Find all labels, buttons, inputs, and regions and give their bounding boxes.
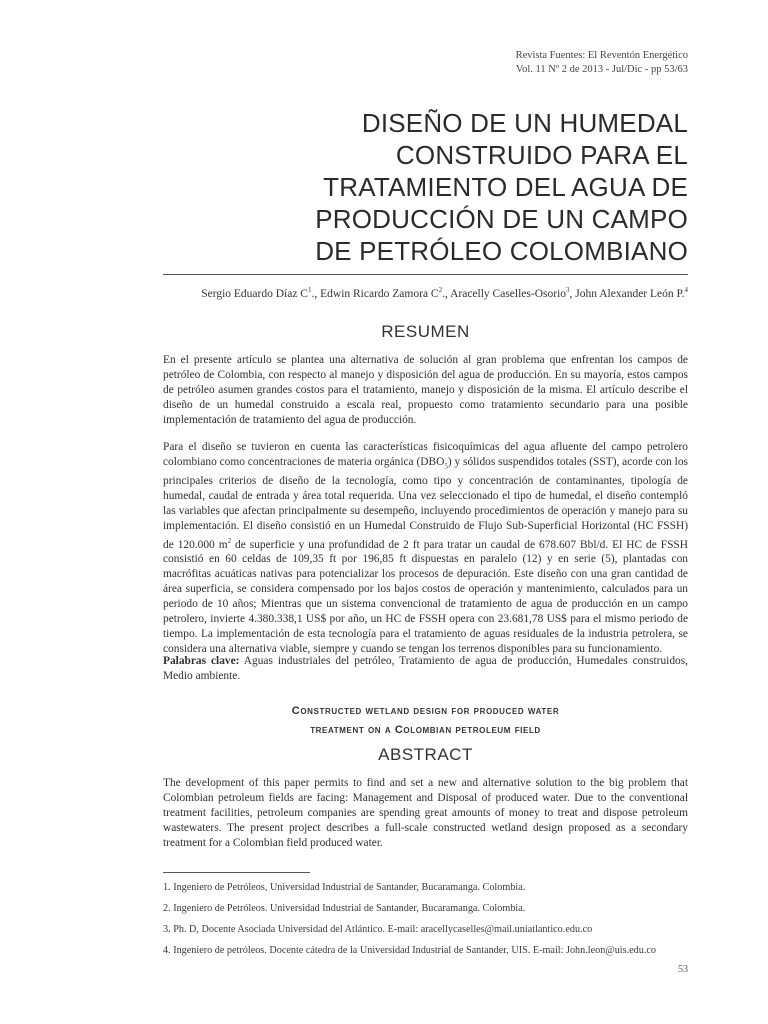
author-name: John Alexander León P.	[575, 287, 685, 300]
keywords-text: Aguas industriales del petróleo, Tratamiento de agua de producción, Humedales construidos, Medio ambiente.	[163, 655, 688, 682]
author-ref: 3	[566, 286, 570, 294]
title-line: PRODUCCIÓN DE UN CAMPO	[315, 204, 688, 234]
author-ref: 4	[684, 286, 688, 294]
author-ref: 1	[307, 286, 312, 294]
author-sep: .,	[311, 287, 321, 300]
author-ref: 2	[438, 286, 443, 294]
footnotes	[163, 877, 688, 961]
english-title	[163, 702, 688, 740]
title-line: TRATAMIENTO DEL AGUA DE	[323, 172, 688, 202]
paper-title	[168, 107, 688, 267]
keywords-label: Palabras clave:	[163, 655, 240, 667]
author-name: Aracelly Caselles-Osorio	[450, 287, 567, 300]
journal-name: Revista Fuentes: El Reventón Energético	[515, 50, 688, 61]
resumen-paragraph-1: En el presente artículo se plantea una alternativa de solución al gran problema que enfrentan los campos de petróleo de Colombia, con respecto al manejo y disposición del agua de producción. En su mayoría, estos campos de petróleo asumen grandes costos para el tratamiento, manejo y disposición de la misma. El artículo describe el diseño de un humedal construido a escala real, propuesto como tratamiento secundario para una posible implementación de tratamiento del agua de producción.	[163, 354, 688, 426]
title-line: DE PETRÓLEO COLOMBIANO	[315, 236, 688, 266]
title-line: CONSTRUIDO PARA EL	[395, 140, 688, 170]
english-title-line: treatment on a Colombian petroleum field	[310, 724, 541, 736]
resumen-heading: RESUMEN	[381, 322, 470, 341]
author-name: Edwin Ricardo Zamora C	[320, 287, 439, 300]
resumen-text: ) y sólidos suspendidos totales (SST), acorde con los principales criterios de diseño de la tecnología, como tipo y concentración de contaminantes, tipología de humedal, caudal de entrada y área total requerida. Una vez seleccionado el tipo de humedal, el diseño contempló las variables que afectan principalmente su desempeño, incluyendo procedimientos de operación y manejo para su implementación. El diseño consistió en un Humedal Construido de Flujo Sub-Superficial Horizontal (HC FSSH) de 120.000 m	[163, 455, 688, 551]
title-divider	[163, 274, 688, 275]
author-sep: .,	[442, 287, 451, 300]
author-name: Sergio Eduardo Díaz C	[201, 287, 308, 300]
abstract-paragraph: The development of this paper permits to find and set a new and alternative solution to the big problem that Colombian petroleum fields are facing: Management and Disposal of produced water. Due to the conventional treatment facilities, petroleum companies are spending great amounts of money to treat and dispose petroleum wastewaters. The present project describes a full-scale constructed wetland design proposed as a secondary treatment for a Colombian field produced water.	[163, 777, 688, 849]
resumen-paragraph-2	[163, 440, 688, 657]
journal-volume: Vol. 11 Nº 2 de 2013 - Jul/Dic - pp 53/63	[515, 64, 688, 75]
footnote: 1. Ingeniero de Petróleos, Universidad Industrial de Santander, Bucaramanga. Colombia.	[163, 882, 526, 893]
keywords	[163, 654, 688, 684]
resumen-text: de superficie y una profundidad de 2 ft para tratar un caudal de 678.607 Bbl/d. El HC de FSSH consistió en 60 celdas de 109,35 ft por 196,85 ft dispuestas en paralelo (12) y en serie (5), plantadas con macrófitas acuáticas nativas para potencializar los procesos de depuración. Este diseño con una gran cantidad de área superficia, se considera compensado por los bajos costos de operación y mantenimiento, calculados para un periodo de 10 años; Mientras que un sistema convencional de tratamiento de agua de producción en un campo petrolero, invierte 4.380.338,1 US$ por año, un HC de FSSH opera con 23.681,78 US$ para el mismo periodo de tiempo. La implementación de esta tecnología para el tratamiento de aguas residuales de la industria petrolera, se considera una alternativa viable, siempre y cuando se tengan los terrenos disponibles para su funcionamiento.	[163, 538, 688, 655]
superscript: 2	[227, 536, 232, 545]
resumen-text: Para el diseño se tuvieron en cuenta las características fisicoquímicas del agua afluente del campo petrolero colombiano como concentraciones de materia orgánica (DBO	[163, 441, 688, 468]
title-line: DISEÑO DE UN HUMEDAL	[361, 108, 688, 138]
footnote: 4. Ingeniero de petróleos. Docente cátedra de la Universidad Industrial de Santander, UIS. E-mail: John.leon@uis.edu.co	[163, 945, 657, 956]
journal-header	[516, 49, 688, 77]
author-list	[88, 286, 688, 300]
subscript: 5	[444, 462, 448, 471]
author-sep: ,	[569, 287, 576, 300]
page-number: 53	[678, 964, 688, 975]
abstract-heading: ABSTRACT	[378, 745, 473, 764]
english-title-line: Constructed wetland design for produced water	[291, 705, 560, 717]
footnote-divider	[163, 872, 310, 873]
footnote: 2. Ingeniero de Petróleos. Universidad Industrial de Santander, Bucaramanga. Colombia.	[163, 903, 526, 914]
footnote: 3. Ph. D, Docente Asociada Universidad del Atlántico. E-mail: aracellycaselles@mail.uniatlantico.edu.co	[163, 924, 593, 935]
